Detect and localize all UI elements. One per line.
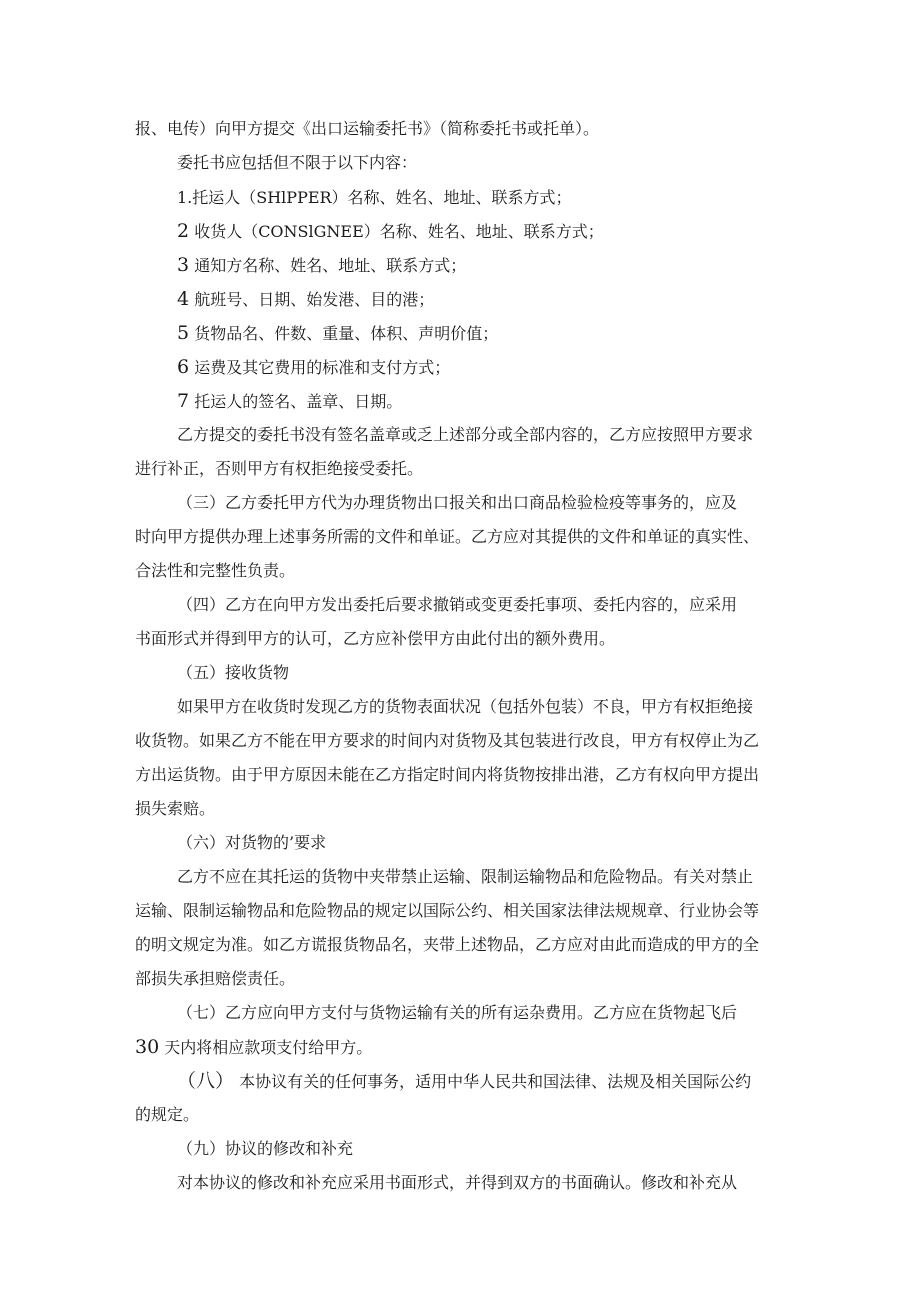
clause-label: （八） — [177, 1070, 235, 1092]
paragraph-line: 乙方不应在其托运的货物中夹带禁止运输、限制运输物品和危险物品。有关对禁止 — [177, 867, 754, 886]
list-number: 2 — [177, 220, 190, 242]
paragraph-line: 的明文规定为准。如乙方谎报货物品名，夹带上述物品，乙方应对由此而造成的甲方的全 — [135, 935, 760, 954]
list-text: 运费及其它费用的标准和支付方式； — [194, 358, 451, 377]
list-text: 航班号、日期、始发港、目的港； — [194, 290, 435, 309]
paragraph-line: （七）乙方应向甲方支付与货物运输有关的所有运杂费用。乙方应在货物起飞后 — [177, 1003, 738, 1022]
list-text: 托运人的签名、盖章、日期。 — [194, 392, 403, 411]
list-text: 收货人（CONSlGNEE）名称、姓名、地址、联系方式； — [194, 222, 604, 241]
list-item — [177, 356, 450, 379]
paragraph-line: 报、电传）向甲方提交《出口运输委托书》（简称委托书或托单）。 — [135, 119, 600, 138]
list-number: 3 — [177, 254, 190, 276]
section-heading: （五）接收货物 — [177, 663, 290, 682]
section-heading: （六）对货物的’要求 — [177, 833, 327, 852]
paragraph-line: 损失索赔。 — [135, 799, 216, 818]
list-item — [177, 390, 402, 413]
paragraph-line — [177, 1070, 751, 1093]
list-number: 6 — [177, 356, 190, 378]
paragraph-line: 对本协议的修改和补充应采用书面形式，并得到双方的书面确认。修改和补充从 — [177, 1173, 738, 1192]
section-heading: （九）协议的修改和补充 — [177, 1139, 354, 1158]
list-text: 通知方名称、姓名、地址、联系方式； — [194, 256, 467, 275]
paragraph-line: 的规定。 — [135, 1105, 200, 1124]
list-item — [177, 322, 498, 345]
paragraph-line: 收货物。如果乙方不能在甲方要求的时间内对货物及其包装进行改良，甲方有权停止为乙 — [135, 731, 760, 750]
paragraph-line: 部损失承担赔偿责任。 — [135, 969, 296, 988]
paragraph-text: 本协议有关的任何事务，适用中华人民共和国法律、法规及相关国际公约 — [239, 1072, 752, 1091]
paragraph-line: 方出运货物。由于甲方原因未能在乙方指定时间内将货物按排出港，乙方有权向甲方提出 — [135, 765, 760, 784]
paragraph-line: 运输、限制运输物品和危险物品的规定以国际公约、相关国家法律法规规章、行业协会等 — [135, 901, 760, 920]
list-text: 货物品名、件数、重量、体积、声明价值； — [194, 324, 499, 343]
list-item: 1.托运人（SHlPPER）名称、姓名、地址、联系方式； — [177, 188, 572, 207]
paragraph-line: （四）乙方在向甲方发出委托后要求撤销或变更委托事项、委托内容的，应采用 — [177, 595, 738, 614]
list-item — [177, 220, 604, 243]
paragraph-line: （三）乙方委托甲方代为办理货物出口报关和出口商品检验检疫等事务的，应及 — [177, 493, 738, 512]
list-number: 4 — [177, 288, 190, 310]
paragraph-line: 进行补正，否则甲方有权拒绝接受委托。 — [135, 459, 424, 478]
list-item — [177, 288, 434, 311]
paragraph-text: 天内将相应款项支付给甲方。 — [164, 1038, 373, 1057]
paragraph-line: 委托书应包括但不限于以下内容： — [177, 153, 418, 172]
list-number: 5 — [177, 322, 190, 344]
days-number: 30 — [135, 1036, 160, 1058]
paragraph-line: 乙方提交的委托书没有签名盖章或乏上述部分或全部内容的，乙方应按照甲方要求 — [177, 425, 754, 444]
paragraph-line: 合法性和完整性负责。 — [135, 561, 296, 580]
list-number: 7 — [177, 390, 190, 412]
paragraph-line: 如果甲方在收货时发现乙方的货物表面状况（包括外包装）不良，甲方有权拒绝接 — [177, 697, 754, 716]
paragraph-line: 书面形式并得到甲方的认可，乙方应补偿甲方由此付出的额外费用。 — [135, 629, 616, 648]
paragraph-line — [135, 1036, 372, 1059]
paragraph-line: 时向甲方提供办理上述事务所需的文件和单证。乙方应对其提供的文件和单证的真实性、 — [135, 527, 760, 546]
list-item — [177, 254, 466, 277]
